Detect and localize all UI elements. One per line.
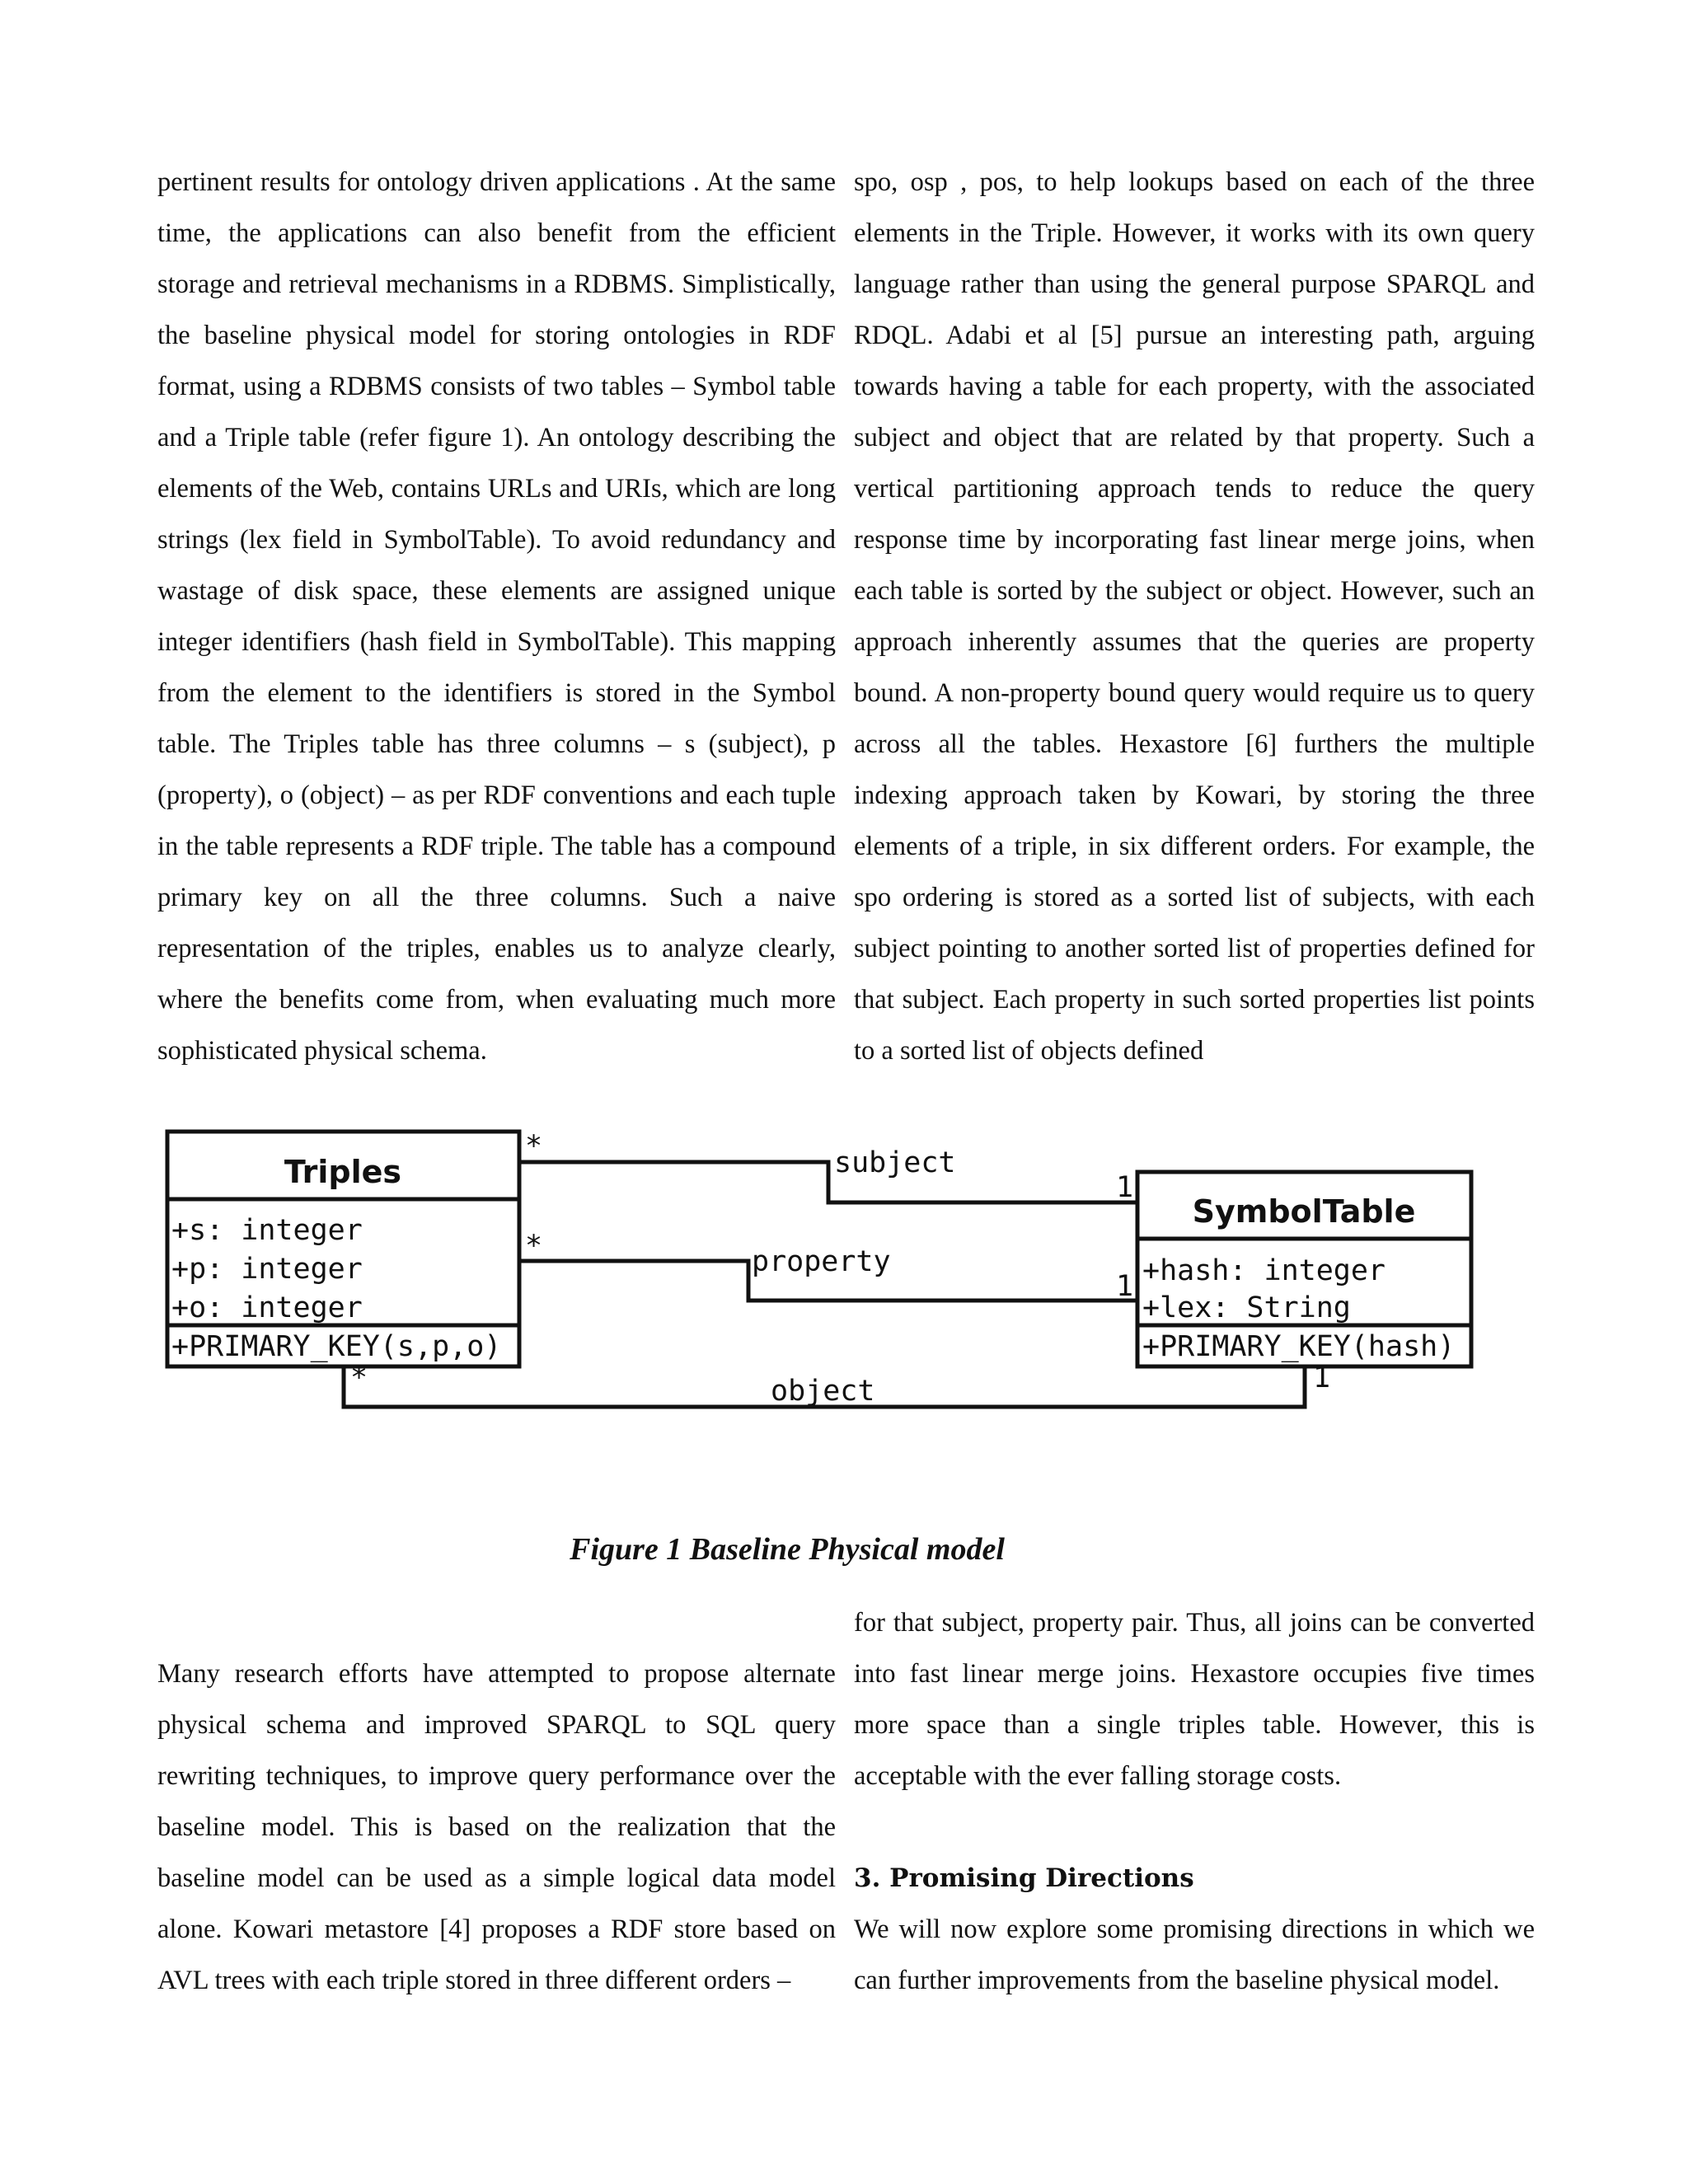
property-association xyxy=(519,1230,1137,1303)
subject-connector xyxy=(519,1162,1137,1202)
property-mult-many: * xyxy=(525,1230,543,1263)
uml-diagram xyxy=(157,1125,1492,1455)
object-label: object xyxy=(771,1375,875,1408)
section-heading: 3. Promising Directions xyxy=(854,1863,1194,1893)
triples-class xyxy=(167,1132,519,1366)
property-label: property xyxy=(752,1245,891,1278)
subject-mult-many: * xyxy=(525,1130,543,1163)
symboltable-attr-hash: +hash: integer xyxy=(1142,1254,1386,1287)
object-mult-many: * xyxy=(350,1361,368,1394)
triples-title: Triples xyxy=(284,1154,402,1190)
symboltable-attr-lex: +lex: String xyxy=(1142,1291,1351,1324)
triples-attr-o: +o: integer xyxy=(171,1291,363,1324)
triples-attr-p: +p: integer xyxy=(171,1253,363,1286)
right-paragraph-3: We will now explore some promising directions in which we can further improvements from the baseline physical model. xyxy=(854,1915,1535,1995)
left-paragraph-2: Many research efforts have attempted to propose alternate physical schema and improved SPARQL to SQL query rewriting techniques, to improve query performance over the baseline model. This is based on the realization that the baseline model can be used as a simple logical data model alone. Kowari metastore [4] proposes a RDF store based on AVL trees with each triple stored in three different orders – xyxy=(157,1659,836,1995)
subject-label: subject xyxy=(834,1146,956,1179)
triples-method: +PRIMARY_KEY(s,p,o) xyxy=(171,1330,502,1363)
right-paragraph-2: for that subject, property pair. Thus, all joins can be converted into fast linear merge joins. Hexastore occupies five times more space than a single triples table. However, this is acceptable with the ever falling storage costs. xyxy=(854,1608,1535,1791)
symboltable-title: SymbolTable xyxy=(1192,1193,1416,1230)
subject-mult-one: 1 xyxy=(1116,1171,1134,1204)
right-paragraph-1: spo, osp , pos, to help lookups based on each of the three elements in the Triple. However, it works with its own query language rather than using the general purpose SPARQL and RDQL. Adabi et al [5] pursue an interesting path, arguing towards having a table for each property, with the associated subject and object that are related by that property. Such a vertical partitioning approach tends to reduce the query response time by incorporating fast linear merge joins, when each table is sorted by the subject or object. However, such an approach inherently assumes that the queries are property bound. A non-property bound query would require us to query across all the tables. Hexastore [6] furthers the multiple indexing approach taken by Kowari, by storing the three elements of a triple, in six different orders. For example, the spo ordering is stored as a sorted list of subjects, with each subject pointing to another sorted list of properties defined for that subject. Each property in such sorted properties list points to a sorted list of objects defined xyxy=(854,167,1535,1066)
property-mult-one: 1 xyxy=(1116,1270,1134,1303)
object-mult-one: 1 xyxy=(1313,1361,1331,1394)
figure-caption: Figure 1 Baseline Physical model xyxy=(570,1532,1005,1567)
symboltable-method: +PRIMARY_KEY(hash) xyxy=(1142,1330,1456,1363)
subject-association xyxy=(519,1130,1137,1204)
symboltable-class xyxy=(1137,1172,1471,1366)
triples-attr-s: +s: integer xyxy=(171,1214,363,1247)
left-paragraph-1: pertinent results for ontology driven applications . At the same time, the applications can also benefit from the efficient storage and retrieval mechanisms in a RDBMS. Simplistically, the baseline physical model for storing ontologies in RDF format, using a RDBMS consists of two tables – Symbol table and a Triple table (refer figure 1). An ontology describing the elements of the Web, contains URLs and URIs, which are long strings (lex field in SymbolTable). To avoid redundancy and wastage of disk space, these elements are assigned unique integer identifiers (hash field in SymbolTable). This mapping from the element to the identifiers is stored in the Symbol table. The Triples table has three columns – s (subject), p (property), o (object) – as per RDF conventions and each tuple in the table represents a RDF triple. The table has a compound primary key on all the three columns. Such a naive representation of the triples, enables us to analyze clearly, where the benefits come from, when evaluating much more sophisticated physical schema. xyxy=(157,167,836,1066)
